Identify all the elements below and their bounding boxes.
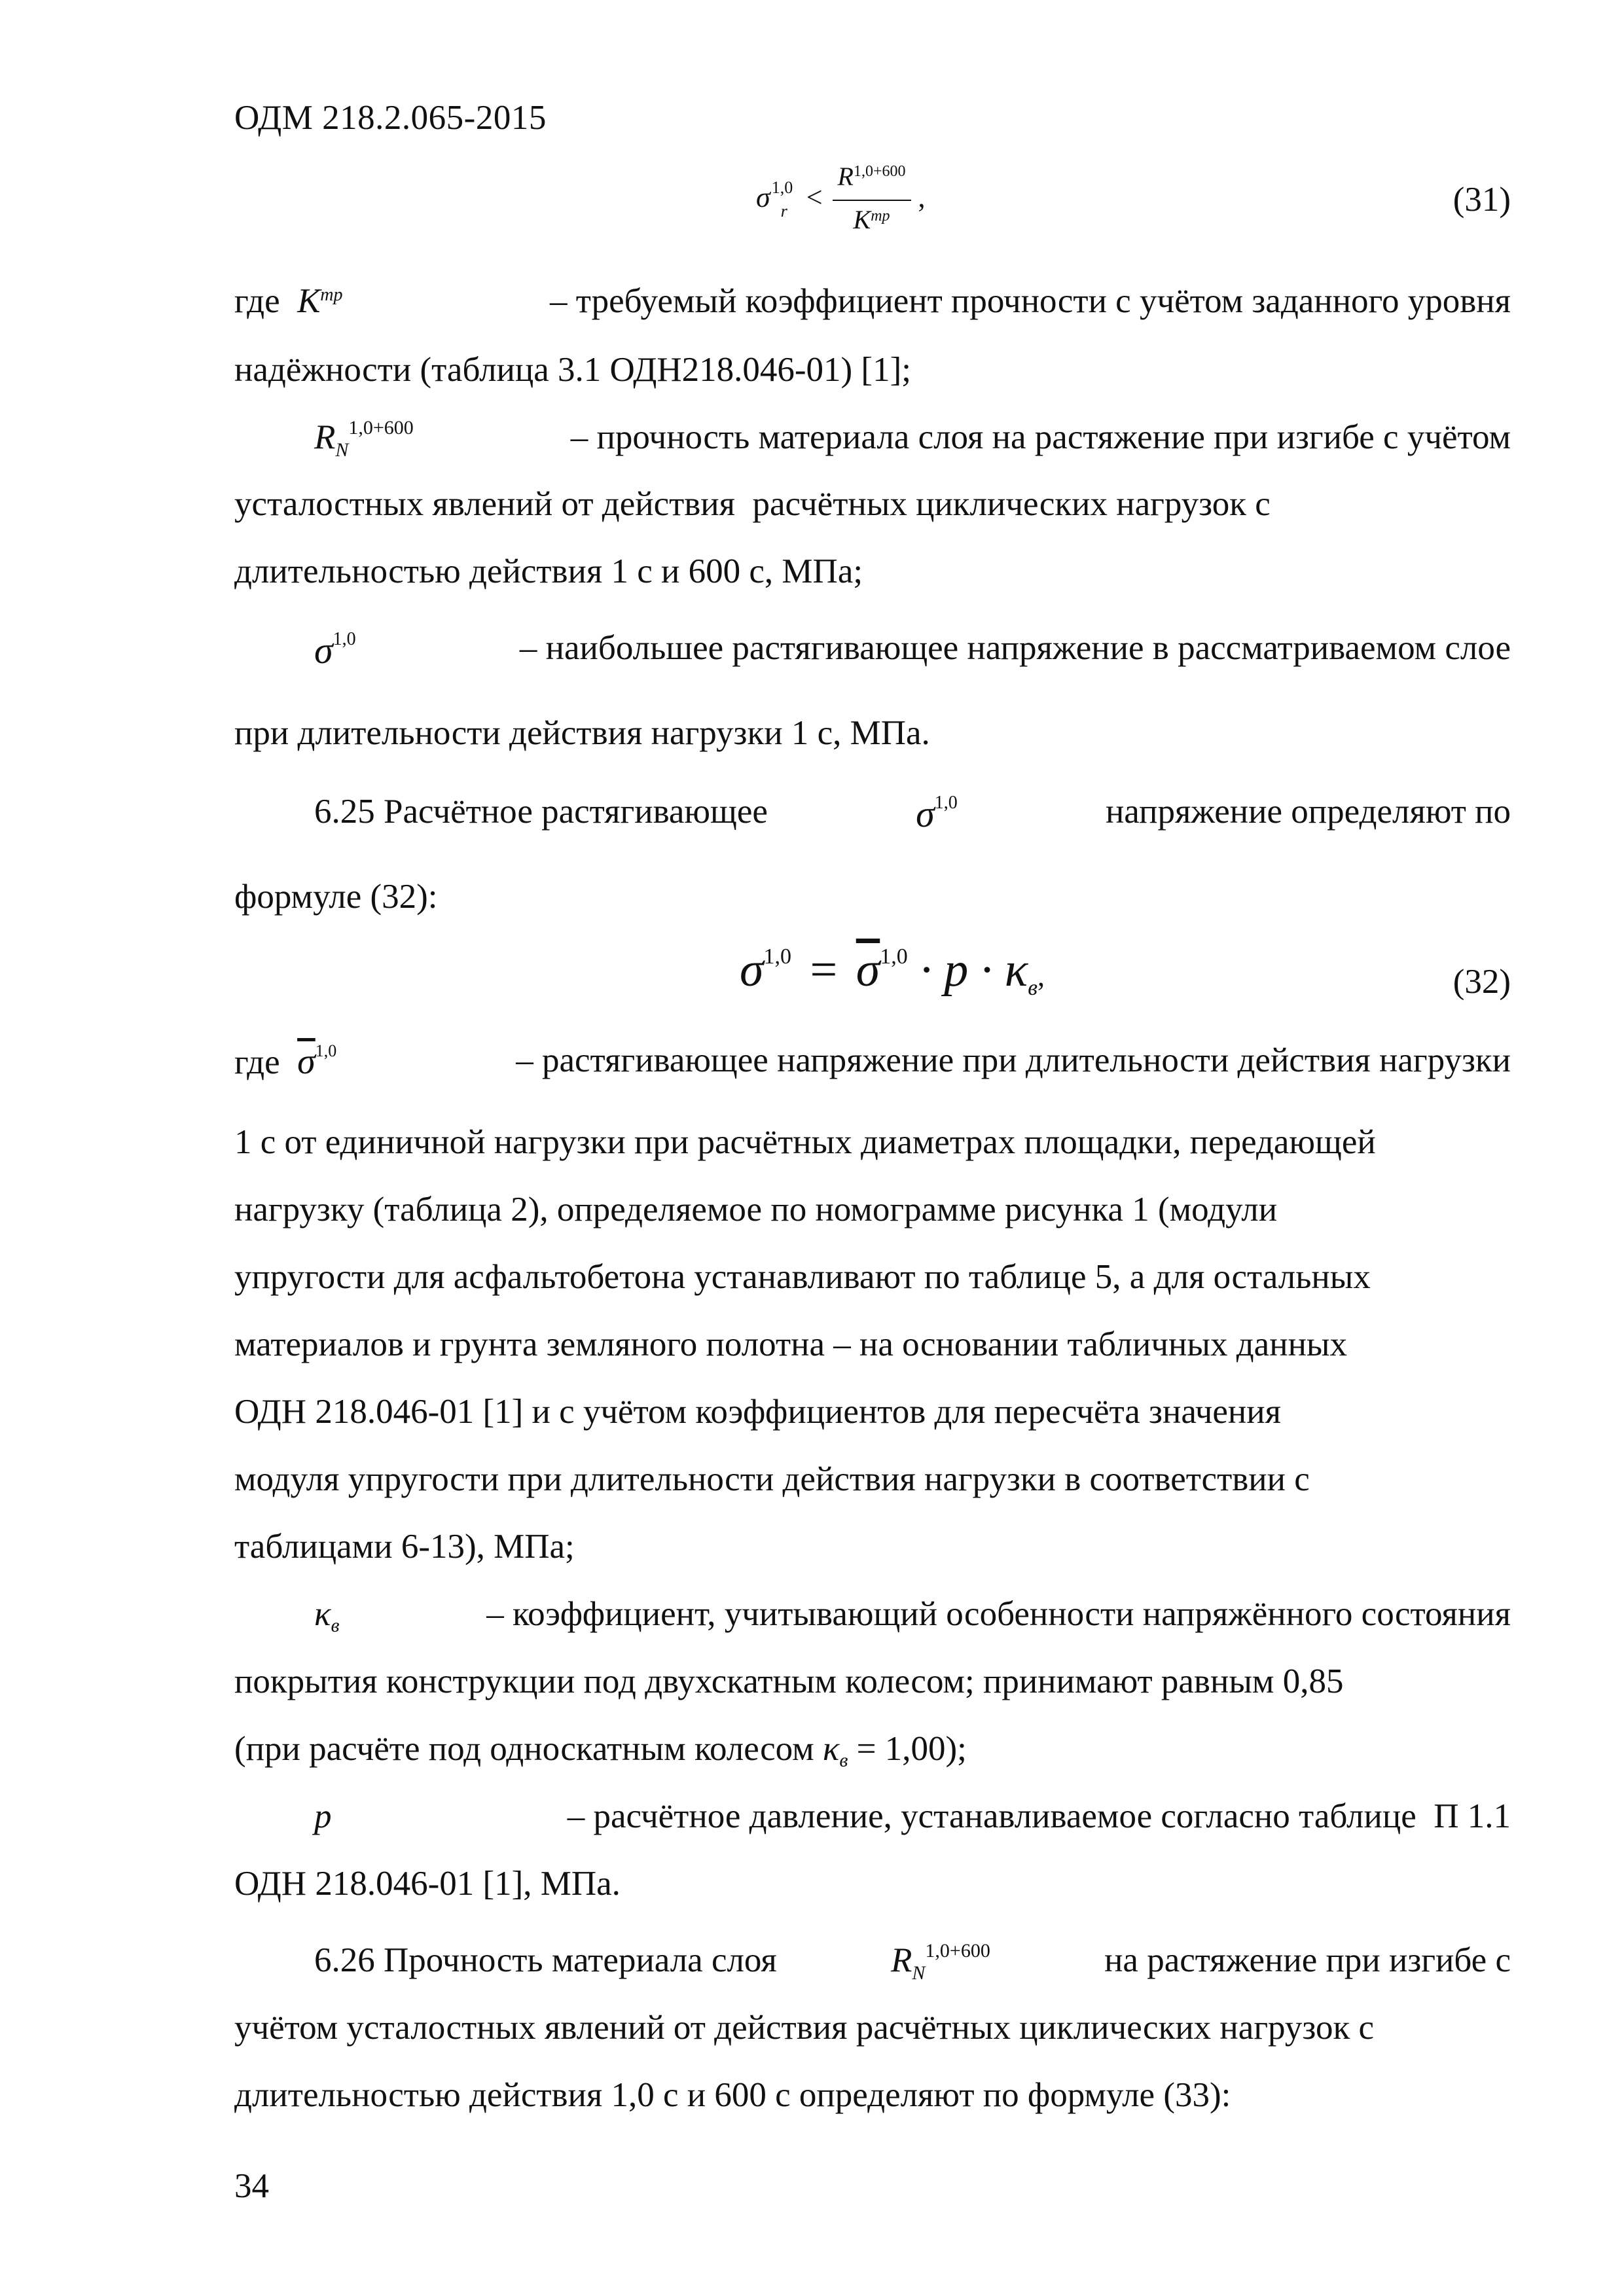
clause-626-line-2: учётом усталостных явлений от действия расчётных циклических нагрузок с bbox=[234, 2009, 1375, 2047]
formula-31-numerator: $R^{1,0+600}$ bbox=[833, 160, 911, 201]
where-sigmabar-text-4: упругости для асфальтобетона устанавливают по таблице 5, а для остальных bbox=[234, 1258, 1371, 1296]
where-p-text-2: ОДН 218.046-01 [1], МПа. bbox=[234, 1865, 621, 1903]
where-p-text-1: – расчётное давление, устанавливаемое согласно таблице П 1.1 bbox=[567, 1797, 1511, 1835]
clause-625-line-2: формуле (32): bbox=[234, 878, 438, 916]
sigma-symbol: σ bbox=[314, 629, 333, 672]
where-r-line: $R_N^{1,0+600}$ – прочность материала слоя на растяжение при изгибе с учётом bbox=[314, 417, 1511, 461]
where-sigma-text-1: – наибольшее растягивающее напряжение в рассматриваемом слое bbox=[519, 629, 1511, 667]
formula-32-number: (32) bbox=[1453, 963, 1511, 1001]
where-sigmabar-line: где $\overline{\sigma}^{1,0}$ – растягивающее напряжение при длительности действия нагрузки bbox=[234, 1041, 1511, 1082]
page-number: 34 bbox=[234, 2167, 269, 2205]
formula-31-number: (31) bbox=[1453, 181, 1511, 219]
where-k-text-2: надёжности (таблица 3.1 ОДН218.046-01) [1]; bbox=[234, 351, 911, 389]
where-sigmabar-text-3: нагрузку (таблица 2), определяемое по номограмме рисунка 1 (модули bbox=[234, 1191, 1278, 1229]
clause-626-end: на растяжение при изгибе с bbox=[1104, 1941, 1511, 1979]
clause-625-end: напряжение определяют по bbox=[1105, 793, 1511, 831]
where-kv-line: κв – коэффициент, учитывающий особенности напряжённого состояния bbox=[314, 1595, 1511, 1636]
where-kv-text-1: – коэффициент, учитывающий особенности напряжённого состояния bbox=[486, 1595, 1511, 1633]
where-p-line: p – расчётное давление, устанавливаемое согласно таблице П 1.1 bbox=[314, 1797, 1511, 1835]
where-k-line: где $К^{тр}$ – требуемый коэффициент прочности с учётом заданного уровня bbox=[234, 282, 1511, 320]
formula-31-sigma-sup: 1,0 bbox=[771, 178, 793, 197]
clause-625-start: 6.25 Расчётное растягивающее bbox=[314, 793, 768, 831]
where-sigmabar-text-7: модуля упругости при длительности действия нагрузки в соответствии с bbox=[234, 1460, 1310, 1498]
k-symbol: К bbox=[297, 282, 321, 320]
where-r-text-2: усталостных явлений от действия расчётных циклических нагрузок с bbox=[234, 485, 1271, 523]
clause-626-start: 6.26 Прочность материала слоя bbox=[314, 1941, 777, 1979]
where-sigmabar-text-2: 1 с от единичной нагрузки при расчётных диаметрах площадки, передающей bbox=[234, 1123, 1376, 1161]
where-sigma-text-2: при длительности действия нагрузки 1 с, МПа. bbox=[234, 714, 930, 752]
where-sigmabar-text-1: – растягивающее напряжение при длительности действия нагрузки bbox=[516, 1041, 1511, 1079]
formula-31 bbox=[756, 160, 926, 240]
where-kv-text-2: покрытия конструкции под двухскатным колесом; принимают равным 0,85 bbox=[234, 1662, 1344, 1700]
where-r-text-1: – прочность материала слоя на растяжение при изгибе с учётом bbox=[570, 418, 1511, 456]
where-r-text-3: длительностью действия 1 с и 600 с, МПа; bbox=[234, 552, 863, 590]
formula-31-relation: < bbox=[806, 181, 823, 214]
clause-625-line: 6.25 Расчётное растягивающее $\sigma^{1,0}$ напряжение определяют по bbox=[314, 793, 1511, 835]
document-code-header: ОДМ 218.2.065-2015 bbox=[234, 99, 547, 137]
where-kv-text-3: (при расчёте под односкатным колесом κв = 1,00); bbox=[234, 1730, 967, 1771]
where-sigmabar-text-6: ОДН 218.046-01 [1] и с учётом коэффициентов для пересчёта значения bbox=[234, 1393, 1282, 1431]
where-k-text-1: – требуемый коэффициент прочности с учётом заданного уровня bbox=[550, 282, 1511, 320]
clause-626-line-3: длительностью действия 1,0 с и 600 с определяют по формуле (33): bbox=[234, 2076, 1231, 2114]
formula-32: $\sigma^{1,0} = \overline{\sigma}^{1,0} \cdot p \cdot \kappa в$, bbox=[740, 943, 1045, 1000]
where-sigmabar-text-5: материалов и грунта земляного полотна – на основании табличных данных bbox=[234, 1325, 1348, 1363]
formula-31-comma: , bbox=[918, 181, 926, 214]
where-sigma-line: $\sigma^{1,0}$ – наибольшее растягивающее напряжение в рассматриваемом слое bbox=[314, 629, 1511, 672]
clause-626-line: 6.26 Прочность материала слоя $R_N^{1,0+600}$ на растяжение при изгибе с bbox=[314, 1940, 1511, 1984]
formula-31-denominator: $K^{тр}$ bbox=[853, 205, 890, 234]
where-sigmabar-text-8: таблицами 6-13), МПа; bbox=[234, 1528, 575, 1566]
formula-31-fraction bbox=[833, 160, 911, 240]
formula-31-sigma: σ bbox=[756, 181, 770, 214]
r-symbol: R bbox=[314, 418, 336, 456]
formula-31-sigma-sub: r bbox=[780, 202, 787, 221]
